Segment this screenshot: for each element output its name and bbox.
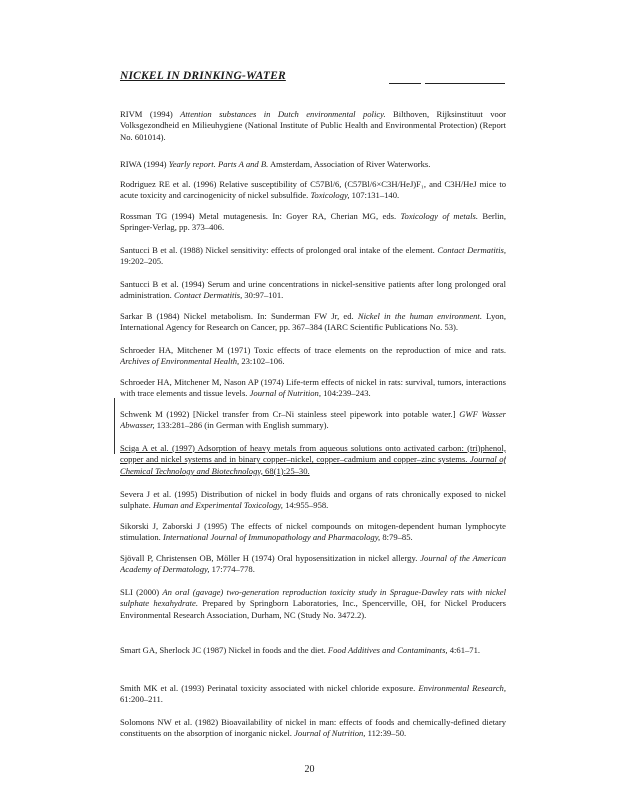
- reference-entry: Santucci B et al. (1988) Nickel sensitivity: effects of prolonged oral intake of the element. Contact Dermatitis, 19:202–205.: [120, 244, 506, 267]
- reference-entry: RIWA (1994) Yearly report. Parts A and B. Amsterdam, Association of River Waterworks.: [120, 158, 431, 169]
- page-number: 20: [304, 764, 315, 775]
- reference-entry: Rossman TG (1994) Metal mutagenesis. In: Goyer RA, Cherian MG, eds. Toxicology of metals. Berlin, Springer-Verlag, pp. 373–406.: [120, 210, 506, 233]
- reference-entry: Santucci B et al. (1994) Serum and urine concentrations in nickel-sensitive patients after long prolonged oral administration. Contact Dermatitis, 30:97–101.: [120, 278, 506, 301]
- reference-entry: Sikorski J, Zaborski J (1995) The effects of nickel compounds on mitogen-dependent human lymphocyte stimulation. International Journal of Immunopathology and Pharmacology, 8:79–85.: [120, 520, 506, 543]
- reference-entry: Schroeder HA, Mitchener M (1971) Toxic effects of trace elements on the reproduction of mice and rats. Archives of Environmental Health, 23:102–106.: [120, 344, 506, 367]
- header-rule-short: [389, 83, 421, 84]
- running-header-title: NICKEL IN DRINKING-WATER: [120, 70, 286, 82]
- reference-entry: Schroeder HA, Mitchener M, Nason AP (1974) Life-term effects of nickel in rats: survival, tumors, interactions with trace elements and tissue levels. Journal of Nutrition, 104:239–243.: [120, 376, 506, 399]
- reference-entry: Schwenk M (1992) [Nickel transfer from Cr–Ni stainless steel pipework into potable water.] GWF Wasser Abwasser, 133:281–286 (in German with English summary).: [120, 408, 506, 431]
- reference-entry: Severa J et al. (1995) Distribution of nickel in body fluids and organs of rats chronically exposed to nickel sulphate. Human and Experimental Toxicology, 14:955–958.: [120, 488, 506, 511]
- reference-entry: Sciga A et al. (1997) Adsorption of heavy metals from aqueous solutions onto activated carbon: (tri)phenol, copper and nickel systems and in binary copper–nickel, copper–cadmium and copper–zinc systems. Journal of Chemical Technology and Biotechnology, 68(1):25–30.: [120, 442, 506, 476]
- revision-margin-bar: [114, 398, 115, 454]
- reference-entry: RIVM (1994) Attention substances in Dutch environmental policy. Bilthoven, Rijksinstituut voor Volksgezondheid en Milieuhygiene (National Institute of Public Health and Environmental Protection) (Report No. 601014).: [120, 108, 506, 142]
- header-rule-long: [425, 83, 505, 84]
- reference-entry: Smart GA, Sherlock JC (1987) Nickel in foods and the diet. Food Additives and Contaminants, 4:61–71.: [120, 644, 481, 655]
- reference-entry: Solomons NW et al. (1982) Bioavailability of nickel in man: effects of foods and chemically-defined dietary constituents on the absorption of inorganic nickel. Journal of Nutrition, 112:39–50.: [120, 716, 506, 739]
- reference-entry: Sjövall P, Christensen OB, Möller H (1974) Oral hyposensitization in nickel allergy. Journal of the American Academy of Dermatology, 17:774–778.: [120, 552, 506, 575]
- reference-entry: SLI (2000) An oral (gavage) two-generation reproduction toxicity study in Sprague-Dawley rats with nickel sulphate hexahydrate. Prepared by Springborn Laboratories, Inc., Spencerville, OH, for Nickel Producers Environmental Research Association, Durham, NC (Study No. 3472.2).: [120, 586, 506, 620]
- reference-entry: Smith MK et al. (1993) Perinatal toxicity associated with nickel chloride exposure. Environmental Research, 61:200–211.: [120, 682, 506, 705]
- reference-entry: Rodriguez RE et al. (1996) Relative susceptibility of C57Bl/6, (C57Bl/6×C3H/HeJ)F₁, and C3H/HeJ mice to acute toxicity and carcinogenicity of nickel subsulfide. Toxicology, 107:131–140.: [120, 178, 506, 201]
- reference-entry: Sarkar B (1984) Nickel metabolism. In: Sunderman FW Jr, ed. Nickel in the human environment. Lyon, International Agency for Research on Cancer, pp. 367–384 (IARC Scientific Publications No. 53).: [120, 310, 506, 333]
